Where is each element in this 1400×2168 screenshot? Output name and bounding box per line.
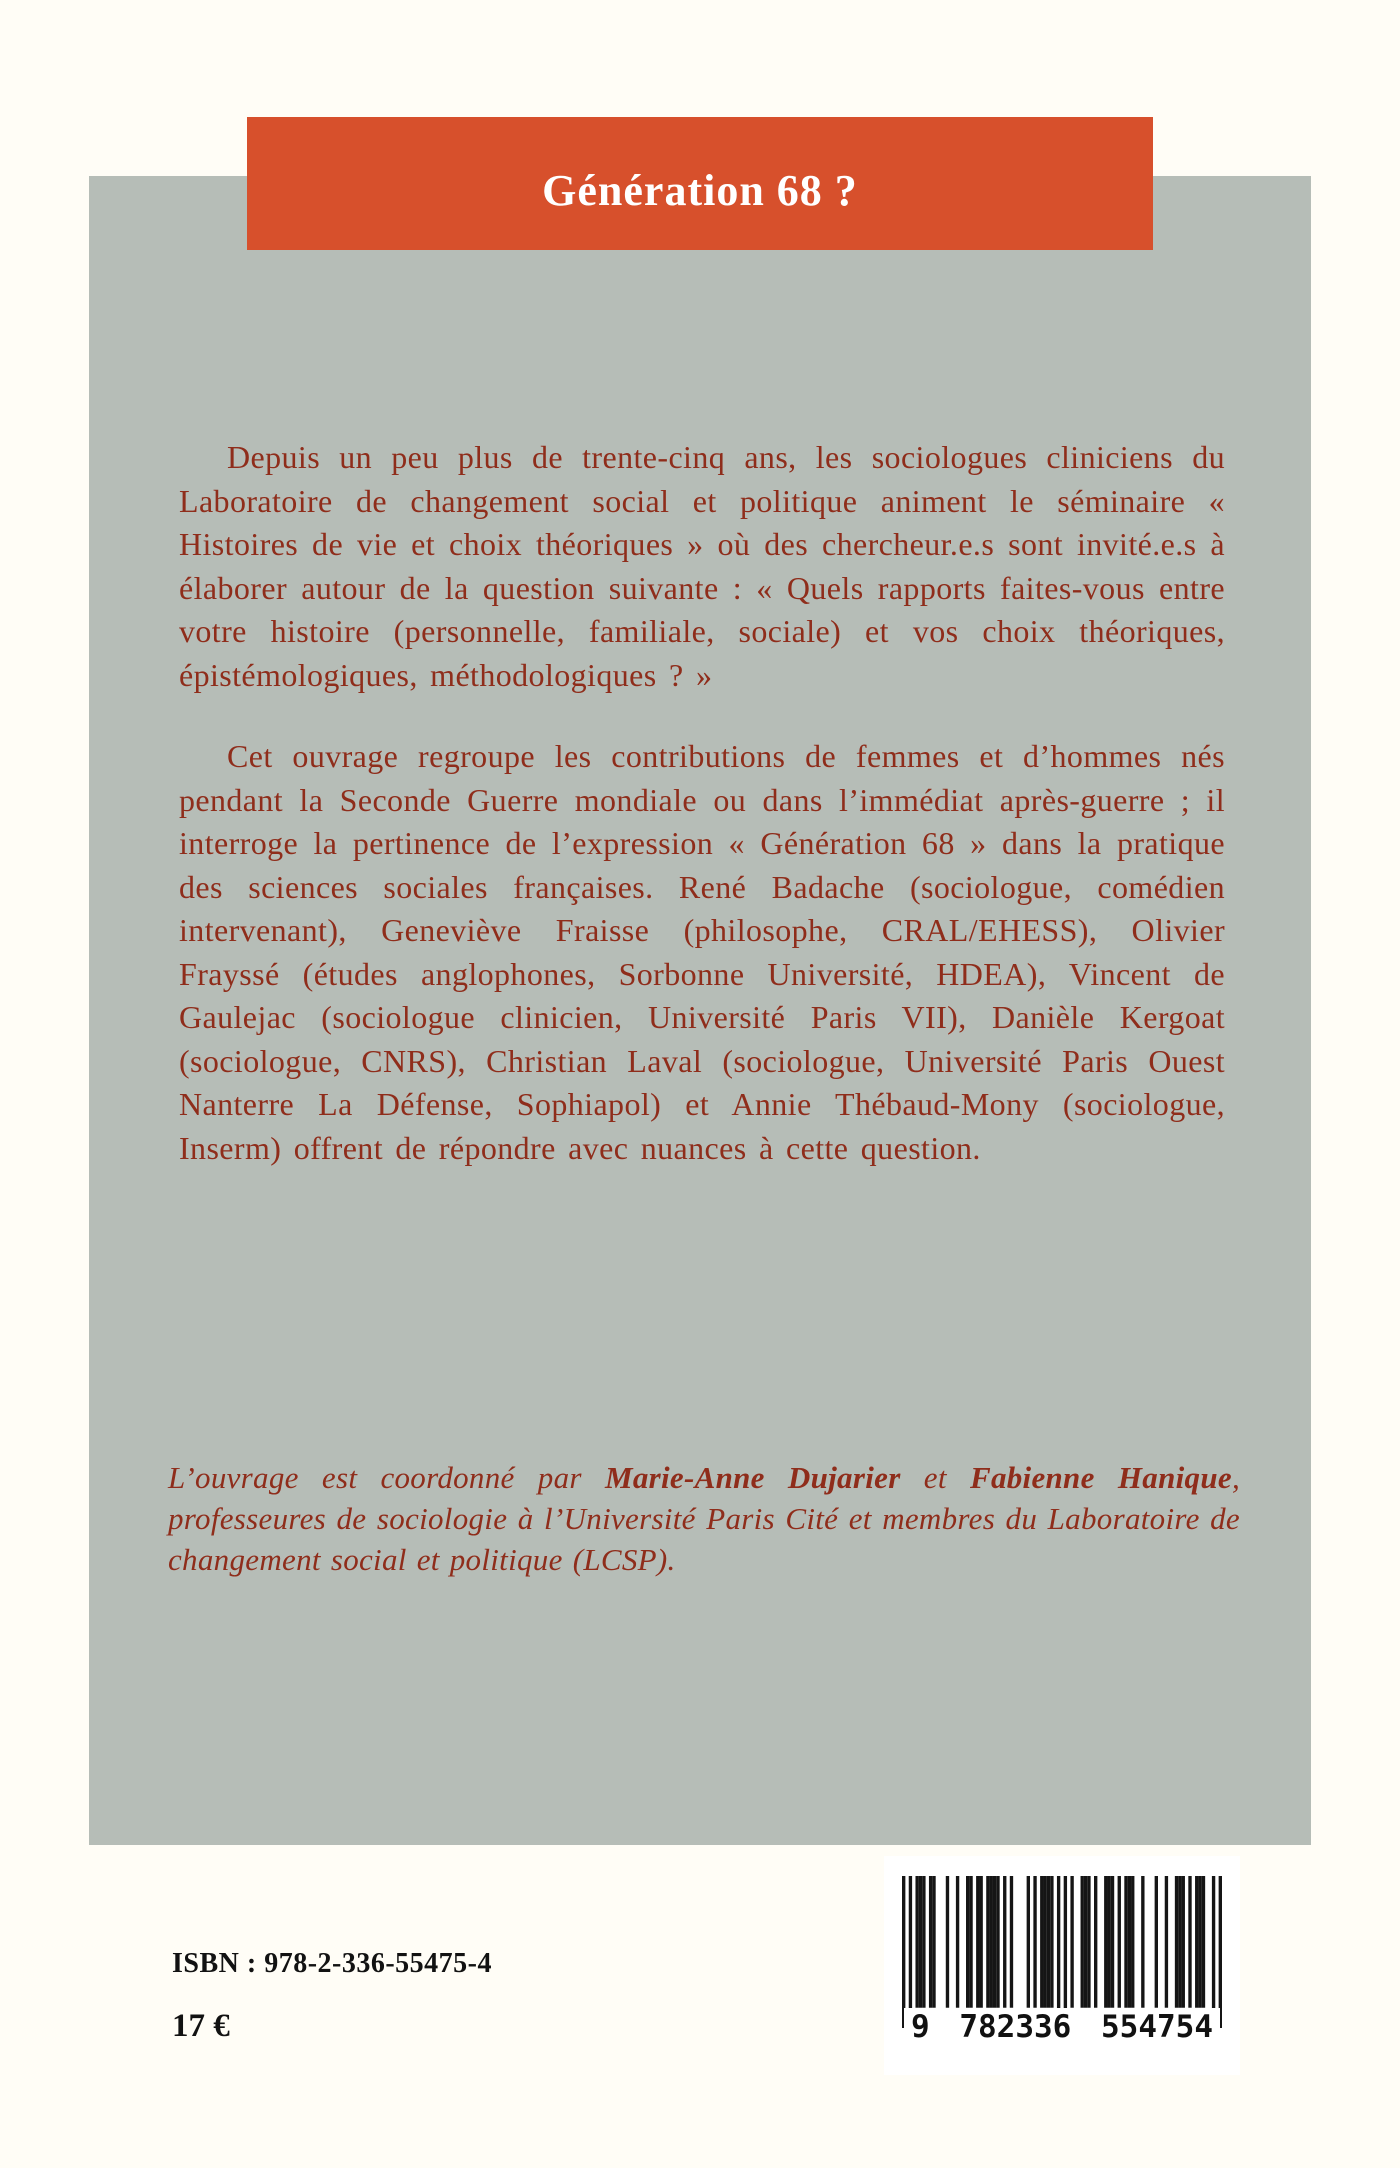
barcode-digit-group-3: 554754 [1094, 2008, 1220, 2046]
title-banner [247, 117, 1153, 250]
credit-conjunction: et [900, 1460, 970, 1495]
author-name-2: Fabienne Hanique [969, 1460, 1232, 1495]
barcode [884, 1856, 1240, 2075]
credit-rest: , professeures de sociologie à l’Université Paris Cité et membres du Laboratoire de changement social et politique (LCSP). [168, 1460, 1240, 1577]
synopsis-paragraph-1: Depuis un peu plus de trente-cinq ans, les sociologues cliniciens du Laboratoire de changement social et politique animent le séminaire « Histoires de vie et choix théoriques » où des chercheur.e.s sont invité.e.s à élaborer autour de la question suivante : « Quels rapports faites-vous entre votre histoire (personnelle, familiale, sociale) et vos choix théoriques, épistémologiques, méthodologiques ? » [179, 439, 1225, 693]
price-label: 17 € [172, 2008, 230, 2044]
barcode-number [902, 2008, 1222, 2046]
book-title: Génération 68 ? [542, 166, 858, 215]
barcode-digit-group-2: 782336 [952, 2008, 1078, 2046]
credit-prefix: L’ouvrage est coordonné par [168, 1460, 605, 1495]
isbn-label: ISBN : 978-2-336-55475-4 [172, 1948, 492, 1979]
synopsis-paragraph-2: Cet ouvrage regroupe les contributions de femmes et d’hommes nés pendant la Seconde Guerre mondiale ou dans l’immédiat après-guerre ; il interroge la pertinence de l’expression « Génération 68 » dans la pratique des sciences sociales françaises. René Badache (sociologue, comédien intervenant), Geneviève Fraisse (philosophe, CRAL/EHESS), Olivier Frayssé (études anglophones, Sorbonne Université, HDEA), Vincent de Gaulejac (sociologue clinicien, Université Paris VII), Danièle Kergoat (sociologue, CNRS), Christian Laval (sociologue, Université Paris Ouest Nanterre La Défense, Sophiapol) et Annie Thébaud-Mony (sociologue, Inserm) offrent de répondre avec nuances à cette question. [179, 738, 1225, 1166]
credit-paragraph [168, 1457, 1240, 1580]
barcode-bars [902, 1876, 1222, 2028]
author-name-1: Marie-Anne Dujarier [604, 1460, 901, 1495]
synopsis [179, 436, 1225, 1170]
barcode-digit-group-1: 9 [904, 2008, 937, 2046]
